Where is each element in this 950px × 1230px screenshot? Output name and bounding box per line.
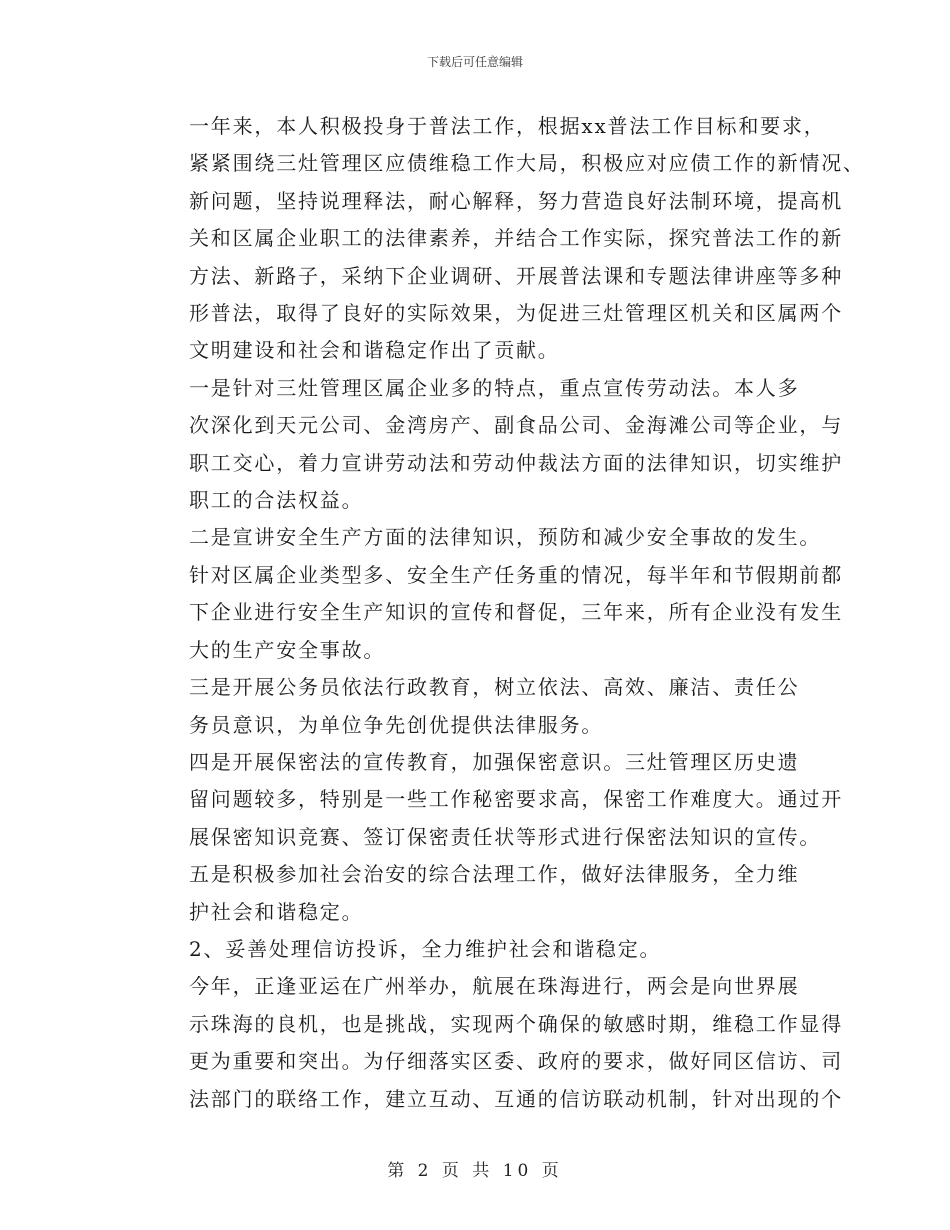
paragraph-line: 三是开展公务员依法行政教育，树立依法、高效、廉洁、责任公: [189, 675, 800, 700]
paragraph-line: 一年来，本人积极投身于普法工作，根据xx普法工作目标和要求，: [189, 114, 826, 138]
paragraph-line: 四是开展保密法的宣传教育，加强保密意识。三灶管理区历史遗: [189, 749, 800, 774]
paragraph-line: 二是宣讲安全生产方面的法律知识，预防和减少安全事故的发生。: [189, 525, 822, 550]
paragraph: [145, 519, 843, 669]
header-note: 下载后可任意编辑: [426, 55, 523, 69]
document-body: [145, 108, 865, 1118]
paragraph-line: 今年，正逢亚运在广州举办，航展在珠海进行，两会是向世界展: [189, 974, 800, 999]
paragraph-line: 2、妥善处理信访投诉，全力维护社会和谐稳定。: [189, 936, 662, 961]
paragraph-line: 文明建设和社会和谐稳定作出了贡献。: [189, 338, 560, 363]
paragraph: [145, 669, 817, 744]
paragraph-line: 下企业进行安全生产知识的宣传和督促，三年来，所有企业没有发生: [189, 600, 843, 625]
paragraph-line: 职工的合法权益。: [189, 488, 364, 513]
paragraph-line: 更为重要和突出。为仔细落实区委、政府的要求，做好同区信访、司: [189, 1049, 843, 1074]
paragraph: [145, 968, 843, 1118]
paragraph-line: 大的生产安全事故。: [189, 637, 386, 662]
paragraph-line: 关和区属企业职工的法律素养，并结合工作实际，探究普法工作的新: [189, 226, 843, 251]
paragraph: [145, 856, 817, 931]
paragraph-line: 一是针对三灶管理区属企业多的特点，重点宣传劳动法。本人多: [189, 375, 800, 400]
paragraph: [145, 744, 843, 856]
paragraph-line: 方法、新路子，采纳下企业调研、开展普法课和专题法律讲座等多种: [189, 263, 843, 288]
paragraph-line: 形普法，取得了良好的实际效果，为促进三灶管理区机关和区属两个: [189, 301, 843, 326]
paragraph-line: 示珠海的良机，也是挑战，实现两个确保的敏感时期，维稳工作显得: [189, 1011, 843, 1036]
paragraph-line: 职工交心，着力宣讲劳动法和劳动仲裁法方面的法律知识，切实维护: [189, 450, 843, 475]
paragraph: [145, 931, 817, 968]
paragraph-line: 展保密知识竞赛、签订保密责任状等形式进行保密法知识的宣传。: [189, 824, 822, 849]
paragraph-line: 五是积极参加社会治安的综合法理工作，做好法律服务，全力维: [189, 862, 800, 887]
paragraph-line: 次深化到天元公司、金湾房产、副食品公司、金海滩公司等企业，与: [189, 413, 843, 438]
paragraph: [145, 370, 843, 520]
paragraph: [145, 108, 865, 370]
paragraph-line: 留问题较多，特别是一些工作秘密要求高，保密工作难度大。通过开: [189, 787, 843, 812]
paragraph-line: 法部门的联络工作，建立互动、互通的信访联动机制，针对出现的个: [189, 1086, 843, 1111]
page-number-footer: 第 2 页 共 10 页: [387, 1161, 563, 1181]
paragraph-line: 新问题，坚持说理释法，耐心解释，努力营造良好法制环境，提高机: [189, 188, 843, 213]
paragraph-line: 针对区属企业类型多、安全生产任务重的情况，每半年和节假期前都: [189, 562, 843, 587]
paragraph-line: 护社会和谐稳定。: [189, 899, 364, 924]
paragraph-line: 务员意识，为单位争先创优提供法律服务。: [189, 712, 604, 737]
paragraph-line: 紧紧围绕三灶管理区应债维稳工作大局，积极应对应债工作的新情况、: [189, 151, 865, 176]
